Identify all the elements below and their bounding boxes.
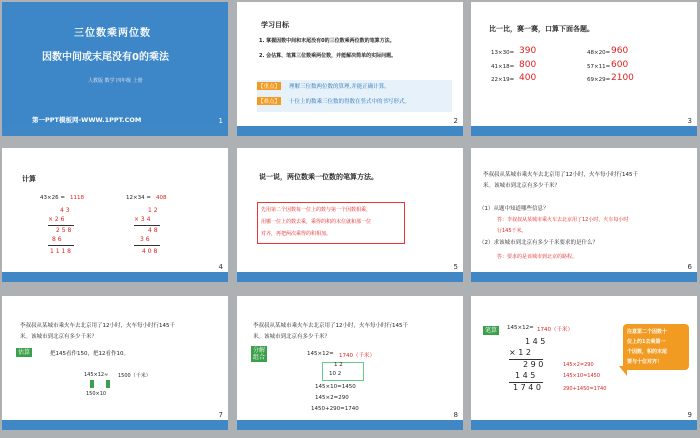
- slide-number: 2: [453, 117, 458, 125]
- slide9-tag: 笔算: [485, 327, 498, 334]
- slide-thumbnail-4[interactable]: [2, 148, 228, 282]
- slide5-heading: 说一说，两位数乘一位数的笔算方法。: [259, 173, 378, 181]
- slide2-goal-2: 2. 会估算、笔算三位数乘两位数，并能解决简单的实际问题。: [259, 53, 397, 59]
- slide3-a: 960: [611, 46, 629, 56]
- slide7-calc-bottom: 150×10: [86, 391, 107, 397]
- slide9-vline: 1 4 5: [515, 371, 536, 380]
- slide-bar: [471, 420, 697, 430]
- slide9-eq: 145×12=: [507, 325, 534, 331]
- slide6-answer-1: 行145千米。: [497, 228, 527, 234]
- slide3-q: 69×29=: [587, 77, 611, 83]
- slide2-goal-1: 1. 掌握因数中间和末尾没有0的三位数乘两位数的笔算方法。: [259, 38, 395, 44]
- slide3-q: 41×18=: [491, 64, 515, 70]
- slide2-hard-text: 十位上的数乘三位数的得数在竖式中的书写形式。: [289, 99, 411, 105]
- slide-number: 8: [453, 411, 458, 419]
- slide4-left-line: 1 1 1 8: [50, 248, 71, 255]
- slide8-line: 1450+290=1740: [311, 406, 359, 412]
- slide7-problem-line: 李叔叔从某城市乘火车去北京用了12小时，火车每小时行145千: [20, 323, 175, 329]
- slide2-heading: 学习目标: [261, 21, 289, 29]
- slide9-callout-line: 位上的1去乘第一: [627, 339, 666, 345]
- slide7-estimate-text: 把145看作150，把12看作10。: [50, 351, 129, 357]
- slide9-note: 145×2=290: [563, 362, 594, 368]
- slide-bar: [237, 126, 463, 136]
- slide9-callout-line: 个因数，积的末尾: [627, 349, 668, 355]
- slide3-a: 800: [519, 60, 537, 70]
- slide2-tag-hard: 【难点】: [258, 99, 281, 105]
- slide6-problem-line: 李叔叔从某城市乘火车去北京用了12小时，火车每小时行145千: [483, 172, 638, 178]
- slide4-left-rule: [48, 245, 74, 246]
- slide6-question-1: （1）从题中知道哪些信息？: [479, 206, 549, 212]
- slide5-method-line: 用哪一位上的数去乘，乘得的积的末位就和那一位: [261, 219, 372, 225]
- slide4-left-rule: [48, 225, 74, 226]
- slide3-q: 13×30=: [491, 50, 515, 56]
- slide3-a: 390: [519, 46, 537, 56]
- slide4-left-line: 4 3: [60, 207, 70, 214]
- slide4-right-line: 1 2: [148, 207, 158, 214]
- slide3-q: 57×11=: [587, 64, 611, 70]
- slide-thumbnail-7[interactable]: [2, 296, 228, 430]
- slide3-a: 2100: [611, 73, 634, 83]
- slide-thumbnail-1[interactable]: [2, 2, 228, 136]
- slide7-calc-top: 145×12≈: [84, 372, 109, 378]
- slide-number: 6: [687, 263, 692, 271]
- slide8-eq-ans: 1740（千米）: [339, 353, 375, 359]
- slide4-right-line: 4 8: [148, 227, 158, 234]
- slide4-left-eq: 43×26 =: [40, 195, 65, 201]
- slide8-line: 145×10=1450: [315, 384, 356, 390]
- slide2-tag-key: 【重点】: [258, 84, 281, 90]
- slide5-method-line: 对齐，再把两次乘得的积相加。: [261, 231, 332, 237]
- slide4-heading: 计算: [22, 175, 36, 183]
- slide8-problem-line: 米。该城市到北京有多少千米？: [253, 334, 331, 340]
- slide-thumbnail-2[interactable]: [237, 2, 463, 136]
- slide-number: 9: [687, 411, 692, 419]
- slide-bar: [471, 272, 697, 282]
- slide9-note: 145×10=1450: [563, 373, 601, 379]
- slide9-vline: 2 9 0: [523, 360, 544, 369]
- slide3-a: 600: [611, 60, 629, 70]
- slide1-calligraphy-title: 三位数乘两位数: [74, 28, 151, 39]
- slide1-footer: 第一PPT模板网-WWW.1PPT.COM: [32, 116, 142, 124]
- slide4-right-line: 4 0 8: [142, 248, 158, 255]
- slide3-a: 400: [519, 73, 537, 83]
- slide-number: 1: [218, 117, 223, 125]
- slide8-split-a: 1 2: [334, 362, 343, 368]
- slide-thumbnail-9[interactable]: [471, 296, 697, 430]
- slide-bar: [2, 126, 228, 136]
- slide4-left-line: × 2 6: [48, 216, 65, 223]
- slide9-eq-ans: 1740（千米）: [537, 327, 573, 333]
- slide3-q: 22×19=: [491, 77, 515, 83]
- slide-bar: [237, 272, 463, 282]
- slide7-problem-line: 米。该城市到北京有多少千米？: [20, 334, 98, 340]
- slide6-answer-2: 答：要求的是该城市到北京的路程。: [497, 254, 578, 260]
- slide3-heading: 比一比，赛一赛，口算下面各题。: [489, 25, 594, 33]
- slide4-right-line: 3 6: [140, 236, 150, 243]
- slide8-tag: [251, 346, 267, 362]
- slide6-answer-1: 答：李叔叔从某城市乘火车去北京用了12小时，火车每小时: [497, 217, 629, 223]
- slide4-left-ans: 1118: [70, 195, 84, 201]
- slide9-vline: × 1 2: [509, 348, 531, 357]
- slide8-problem-line: 李叔叔从某城市乘火车去北京用了12小时，火车每小时行145千: [253, 323, 408, 329]
- slide-thumbnail-5[interactable]: [237, 148, 463, 282]
- slide7-down-arrow-icon: [106, 380, 110, 388]
- slide4-right-ans: 408: [156, 195, 167, 201]
- slide-bar: [2, 272, 228, 282]
- slide4-right-rule: [134, 225, 160, 226]
- slide-bar: [471, 126, 697, 136]
- slide-bar: [2, 420, 228, 430]
- slide7-down-arrow-icon: [90, 380, 94, 388]
- slide4-left-line: 2 5 8: [56, 227, 72, 234]
- slide4-left-line: 8 6: [52, 236, 62, 243]
- slide-bar: [237, 420, 463, 430]
- slide-thumbnail-3[interactable]: [471, 2, 697, 136]
- slide-thumbnail-6[interactable]: [471, 148, 697, 282]
- slide-number: 3: [687, 117, 692, 125]
- slide9-callout-pointer-icon: [619, 366, 627, 376]
- slide8-tag-line-2: 组合: [253, 354, 266, 361]
- slide7-estimate-tag: 估算: [18, 349, 31, 356]
- slide4-right-rule: [134, 245, 160, 246]
- slide1-title: 因数中间或末尾没有0的乘法: [42, 52, 169, 63]
- slide4-right-eq: 12×34 =: [126, 195, 151, 201]
- slide8-eq: 145×12=: [307, 351, 334, 357]
- slide9-callout-line: 注意第二个因数十: [627, 329, 668, 335]
- slide2-key-text: 理解三位数两位数的算理,并能正确计算。: [289, 84, 390, 90]
- slide9-vline: 1 7 4 0: [513, 383, 541, 392]
- slide9-vline: 1 4 5: [525, 337, 546, 346]
- slide6-problem-line: 米。该城市到北京有多少千米？: [483, 183, 561, 189]
- slide8-line: 145×2=290: [315, 395, 349, 401]
- slide-number: 5: [453, 263, 458, 271]
- slide1-subtitle: 人教版 数学 四年级 上册: [88, 78, 143, 84]
- slide-number: 7: [218, 411, 223, 419]
- slide9-note: 290+1450=1740: [563, 386, 607, 392]
- slide5-method-line: 先用第二个因数每一位上的数与第一个因数相乘，: [261, 207, 372, 213]
- slide-number: 4: [218, 263, 223, 271]
- slide8-tag-line-1: 分解: [253, 347, 266, 354]
- slide4-right-line: × 3 4: [134, 216, 151, 223]
- slide9-callout-line: 要与十位对齐！: [627, 359, 663, 365]
- slide6-question-2: （2）求该城市到北京有多少千米要求的是什么？: [479, 240, 599, 246]
- slide8-split-b: 10 2: [329, 371, 342, 377]
- slide3-q: 48×20=: [587, 50, 611, 56]
- slide-thumbnail-8[interactable]: [237, 296, 463, 430]
- slide7-calc-top-value: 1500（千米）: [118, 373, 151, 379]
